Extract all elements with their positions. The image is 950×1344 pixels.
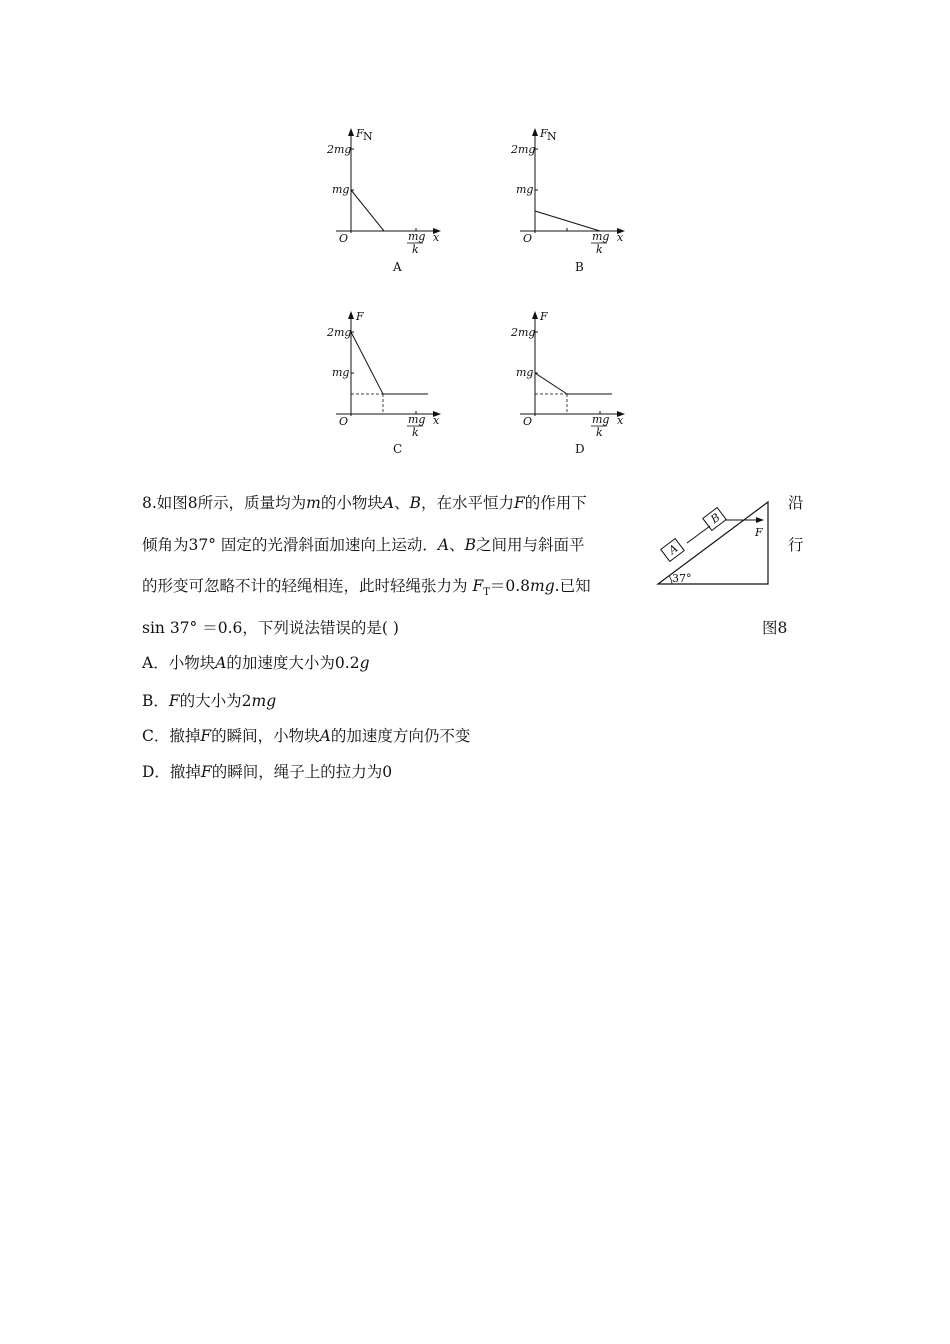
x-tick-denominator: k — [596, 243, 603, 256]
question-line-4: sin 37° ＝0.6，下列说法错误的是( ) — [142, 619, 399, 637]
y-tick-2mg: 2mg — [327, 326, 352, 339]
block-a-label: A — [666, 541, 681, 558]
graph-a — [318, 125, 448, 275]
y-tick-mg: mg — [516, 183, 534, 196]
y-tick-2mg: 2mg — [511, 143, 536, 156]
x-tick-denominator: k — [412, 426, 419, 439]
option-d: D．撤掉F的瞬间，绳子上的拉力为0 — [142, 763, 393, 781]
y-axis-subscript: N — [363, 130, 373, 143]
option-c: C．撤掉F的瞬间，小物块A的加速度方向仍不变 — [142, 727, 471, 745]
origin-label: O — [523, 232, 533, 245]
y-axis-label: F — [356, 310, 364, 323]
x-tick-numerator: mg — [592, 413, 610, 426]
x-axis-label: x — [617, 414, 624, 427]
x-axis-label: x — [433, 414, 440, 427]
figure-8-incline — [655, 498, 775, 594]
y-tick-2mg: 2mg — [511, 326, 536, 339]
y-axis-subscript: N — [547, 130, 557, 143]
y-axis-label: F — [540, 127, 548, 140]
x-tick-denominator: k — [412, 243, 419, 256]
x-tick-numerator: mg — [592, 230, 610, 243]
graph-caption: D — [575, 442, 585, 456]
y-tick-mg: mg — [332, 366, 350, 379]
graph-b — [502, 125, 632, 275]
question-line-1: 8.如图8所示，质量均为m的小物块A、B，在水平恒力F的作用下 — [142, 494, 587, 512]
question-line-1-end: 沿 — [788, 494, 804, 512]
graph-caption: A — [393, 260, 402, 274]
angle-label: 37° — [672, 572, 692, 585]
y-tick-mg: mg — [516, 366, 534, 379]
block-b-label: B — [708, 510, 723, 527]
origin-label: O — [339, 232, 349, 245]
x-axis-label: x — [617, 231, 624, 244]
figure-label: 图8 — [762, 619, 788, 637]
y-tick-mg: mg — [332, 183, 350, 196]
question-line-2: 倾角为37° 固定的光滑斜面加速向上运动．A、B之间用与斜面平 — [142, 536, 585, 554]
x-tick-numerator: mg — [408, 413, 426, 426]
force-label: F — [755, 526, 763, 539]
graph-d — [502, 308, 632, 458]
option-b: B．F的大小为2mg — [142, 692, 277, 710]
option-a: A．小物块A的加速度大小为0.2g — [142, 654, 370, 672]
graph-caption: B — [575, 260, 584, 274]
origin-label: O — [523, 415, 533, 428]
origin-label: O — [339, 415, 349, 428]
question-line-2-end: 行 — [788, 536, 804, 554]
y-tick-2mg: 2mg — [327, 143, 352, 156]
x-axis-label: x — [433, 231, 440, 244]
graph-c — [318, 308, 448, 458]
x-tick-denominator: k — [596, 426, 603, 439]
question-line-3: 的形变可忽略不计的轻绳相连，此时轻绳张力为 $F_T=0.8mg$.已知 — [142, 577, 591, 599]
y-axis-label: F — [540, 310, 548, 323]
graph-caption: C — [393, 442, 403, 456]
y-axis-label: F — [356, 127, 364, 140]
x-tick-numerator: mg — [408, 230, 426, 243]
